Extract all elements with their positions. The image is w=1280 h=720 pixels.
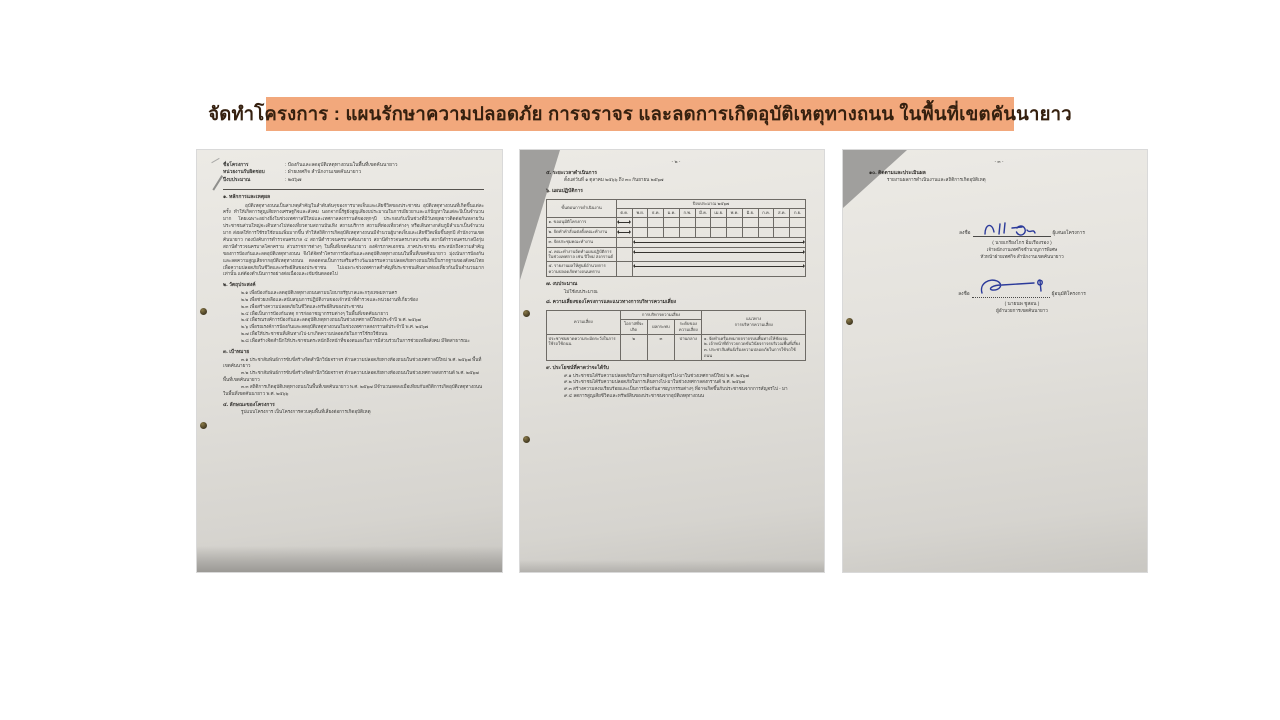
proposer-signature-ink-icon bbox=[979, 220, 1043, 236]
gantt-arrow bbox=[635, 242, 802, 243]
month-header: ธ.ค. bbox=[648, 208, 664, 217]
gantt-arrow bbox=[619, 232, 629, 233]
month-header: ก.ย. bbox=[790, 208, 806, 217]
month-header: ส.ค. bbox=[774, 208, 790, 217]
section2-title: ๒. วัตถุประสงค์ bbox=[223, 282, 256, 289]
project-name-value: : ป้องกันและลดอุบัติเหตุทางถนนในพื้นที่เขตคันนายาว bbox=[285, 163, 398, 168]
goal-item: ๓.๓ สถิติการเกิดอุบัติเหตุทางถนนในพื้นที่เขตคันนายาว พ.ศ. ๒๕๖๗ มีจำนวนลดลงเมื่อเทียบกับสถิติการเกิดอุบัติเหตุทางถนนในพื้นที่เขตคันนายาว พ.ศ. ๒๕๖๖ bbox=[223, 384, 483, 396]
benefit-item: ๙.๓ สร้างความสงบเรียบร้อยและเป็นการป้องกันอาชญากรรมต่างๆ ที่อาจเกิดขึ้นกับประชาชนจากการสัญจรไป - มา bbox=[564, 386, 788, 392]
chance-col-header: โอกาสที่จะเกิด bbox=[620, 319, 647, 334]
goal-item: ๓.๒ ประชาสัมพันธ์การขับขี่สร้างจิตสำนึกวินัยจราจร ด้านความปลอดภัยทางท้องถนนในช่วงเทศกาลสงกรานต์ พ.ศ. ๒๕๖๗ พื้นที่เขตคันนายาว bbox=[223, 370, 479, 383]
gantt-row bbox=[547, 217, 806, 227]
header-divider bbox=[223, 189, 484, 190]
approver-signature-ink-icon bbox=[978, 277, 1048, 297]
gantt-bar-cell bbox=[616, 217, 632, 227]
fiscal-year-value: : ๒๕๖๗ bbox=[285, 177, 302, 183]
binder-hole-icon bbox=[523, 436, 530, 443]
month-header: มิ.ย. bbox=[742, 208, 758, 217]
month-header: ก.ค. bbox=[758, 208, 774, 217]
risk-management-table bbox=[546, 310, 806, 361]
risk-col-header: ความเสี่ยง bbox=[547, 310, 621, 334]
objective-item: ๒.๔ เพื่อเป็นการป้องกันเหตุ การก่ออาชญากรรมต่างๆ ในพื้นที่เขตคันนายาว bbox=[241, 310, 389, 316]
approver-signature-row bbox=[917, 291, 1127, 298]
sign-label: ลงชื่อ bbox=[958, 291, 970, 297]
risk-group-header: การบริหารความเสี่ยง bbox=[620, 310, 702, 319]
risk-data-row bbox=[547, 334, 806, 361]
approver-position-1: ผู้อำนวยการเขตคันนายาว bbox=[996, 307, 1048, 313]
proposer-signature-line bbox=[973, 231, 1051, 237]
objective-item: ๒.๗ เพื่อให้ประชาชนที่เดินทางไป-มาเกิดความปลอดภัยในการใช้รถใช้ถนน bbox=[241, 331, 388, 337]
section4-title: ๔. ลักษณะของโครงการ bbox=[223, 401, 275, 408]
page3-number: - ๓ - bbox=[994, 159, 1004, 164]
section1-title: ๑. หลักการและเหตุผล bbox=[223, 194, 271, 201]
project-name-label: ชื่อโครงการ bbox=[223, 163, 249, 168]
gantt-row-label: ๒. จัดทำคำสั่งแต่งตั้งคณะทำงาน bbox=[547, 227, 617, 237]
page2-content bbox=[520, 150, 824, 400]
benefit-item: ๙.๑ ประชาชนได้รับความปลอดภัยในการเดินทางสัญจรไป-มาในช่วงเทศกาลปีใหม่ พ.ศ. ๒๕๖๗ bbox=[564, 372, 749, 378]
proposer-signature-block bbox=[917, 230, 1127, 261]
gantt-year-header: ปีงบประมาณ ๒๕๖๗ bbox=[616, 199, 805, 208]
month-header: ม.ค. bbox=[664, 208, 680, 217]
month-header: เม.ย. bbox=[711, 208, 727, 217]
section4-body: รูปแบบโครงการ เป็นโครงการควบคุมพื้นที่เสี่ยงต่อการเกิดอุบัติเหตุ bbox=[241, 409, 371, 415]
benefit-item: ๙.๔ ลดการสูญเสียชีวิตและทรัพย์สินของประชาชนจากอุบัติเหตุทางถนน bbox=[564, 393, 705, 399]
section7-title: ๗. งบประมาณ bbox=[546, 281, 578, 288]
fiscal-year-row bbox=[223, 177, 484, 184]
fiscal-year-label: ปีงบประมาณ bbox=[223, 177, 251, 183]
section10-body: รายงานผลการดำเนินงานและสถิติการเกิดอุบัติเหตุ bbox=[887, 177, 986, 183]
objective-item: ๒.๖ เพื่อรณรงค์การป้องกันและลดอุบัติเหตุทางถนนในช่วงเทศกาลสงกรานต์ประจำปี พ.ศ. ๒๕๖๗ bbox=[241, 324, 429, 330]
approver-signature-line bbox=[972, 292, 1050, 298]
gantt-arrow bbox=[635, 252, 802, 253]
gantt-row bbox=[547, 247, 806, 262]
risk-guidelines bbox=[702, 334, 806, 361]
gantt-row bbox=[547, 237, 806, 247]
action-plan-gantt-table bbox=[546, 199, 806, 277]
gantt-row bbox=[547, 227, 806, 237]
objective-item: ๒.๒ เพื่อช่วยเหลือและสนับสนุนการปฏิบัติงานของเจ้าหน้าที่ตำรวจและหน่วยงานที่เกี่ยวข้อง bbox=[241, 296, 418, 302]
section5-title: ๕. ระยะเวลาดำเนินการ bbox=[546, 169, 598, 176]
section5-body: ตั้งแต่วันที่ ๑ ตุลาคม ๒๕๖๖ ถึง ๓๐ กันยายน ๒๕๖๗ bbox=[564, 177, 664, 183]
risk-guideline-item: ๓. ประชาสัมพันธ์เรื่องความปลอดภัยในการใช้รถใช้ถนน bbox=[703, 347, 796, 359]
responsible-unit-value: : ฝ่ายเทศกิจ สำนักงานเขตคันนายาว bbox=[285, 170, 362, 176]
gantt-row-label: ๑. ขออนุมัติโครงการ bbox=[547, 217, 617, 227]
proposer-role: ผู้เสนอโครงการ bbox=[1052, 231, 1085, 237]
section9-title: ๙. ประโยชน์ที่คาดว่าจะได้รับ bbox=[546, 365, 609, 372]
section8-title: ๘. ความเสี่ยงของโครงการและแนวทางการบริหารความเสี่ยง bbox=[546, 299, 677, 306]
approver-signature-block bbox=[917, 291, 1127, 315]
page1-content bbox=[197, 150, 502, 416]
risk-guideline-item: ๒. เจ้าหน้าที่ตำรวจกวดขันวินัยจราจรบริเวณพื้นที่เสี่ยง bbox=[703, 341, 801, 347]
month-header: พ.ย. bbox=[632, 208, 648, 217]
guide-col-header-line2: การบริหารความเสี่ยง bbox=[734, 322, 773, 328]
document-photo-page2 bbox=[520, 150, 824, 572]
section6-title: ๖. แผนปฏิบัติการ bbox=[546, 188, 583, 195]
risk-level-value: ปานกลาง bbox=[675, 334, 702, 361]
section7-body: ไม่ใช้งบประมาณ bbox=[564, 288, 598, 294]
goal-item: ๓.๑ ประชาสัมพันธ์การขับขี่สร้างจิตสำนึกวินัยจราจร ด้านความปลอดภัยทางท้องถนนในช่วงเทศกาลปีใหม่ พ.ศ. ๒๕๖๗ พื้นที่เขตคันนายาว bbox=[223, 356, 482, 369]
project-name-row bbox=[223, 162, 484, 169]
gantt-bar-cell bbox=[616, 227, 632, 237]
gantt-row-label: ๔. คณะทำงานจัดทำแผนปฏิบัติการในช่วงเทศกาล เช่น ปีใหม่ สงกรานต์ bbox=[547, 247, 617, 262]
gantt-stage-header: ขั้นตอนการดำเนินงาน bbox=[547, 199, 617, 217]
gantt-row-label: ๓. จัดประชุมคณะทำงาน bbox=[547, 237, 617, 247]
binder-hole-icon bbox=[846, 318, 853, 325]
section1-paragraph: อุบัติเหตุทางถนนเป็นสาเหตุสำคัญในลำดับต้นๆของการบาดเจ็บและเสียชีวิตของประชาชน อุบัติเหตุทางถนนที่เกิดขึ้นแต่ละครั้ง ทำให้เกิดการสูญเสียทางเศรษฐกิจและสังคม นอกจากนี้รัฐยังสูญเสียงบประมาณในการเยียวยาและแก้ปัญหาในแต่ละปีเป็นจำนวนมาก โดยเฉพาะอย่างยิ่งในช่วงเทศกาลปีใหม่และเทศกาลสงกรานต์ของทุกๆปี ประกอบกับเป็นช่วงที่มีวันหยุดยาวติดต่อกันหลายวัน ประชาชนส่วนใหญ่จะเดินทางไปท่องเที่ยวตามสถานบันเทิง สถานบริการ สถานที่ท่องเที่ยวต่างๆ หรือเดินทางกลับภูมิลำเนาเป็นจำนวนมาก ส่งผลให้การใช้รถใช้ถนนเพิ่มมากขึ้น ทำให้สถิติการเกิดอุบัติเหตุทางถนนมีจำนวนผู้บาดเจ็บและเสียชีวิตเพิ่มขึ้นทุกปี สำนักงานเขตคันนายาว กองบังคับการตำรวจนครบาล ๔ สถานีตำรวจนครบาลคันนายาว สถานีตำรวจนครบาลบางชัน สถานีตำรวจนครบาลบึงกุ่ม สถานีตำรวจนครบาลโคกคราม ส่วนราชการต่างๆ ในพื้นที่เขตคันนายาว องค์กรภาคเอกชน ภาคประชาชน ตระหนักถึงความสำคัญของการป้องกันและลดอุบัติเหตุทางถนน จึงได้จัดทำโครงการป้องกันและลดอุบัติเหตุทางถนนในพื้นที่เขตคันนายาว มุ่งเน้นการป้องกันและลดความสูญเสียจากอุบัติเหตุทางถนน ตลอดจนเป็นการเสริมสร้างวัฒนธรรมความปลอดภัยทางถนนให้เป็นรากฐานของสังคมไทย เพื่อความปลอดภัยในชีวิตและทรัพย์สินของประชาชน ไม่เฉพาะช่วงเทศกาลสำคัญที่ประชาชนเดินทางท่องเที่ยวกันเป็นจำนวนมากเท่านั้น แต่ต้องดำเนินการอย่างต่อเนื่องและเข้มข้นตลอดไป bbox=[223, 202, 484, 277]
slide-title-banner bbox=[208, 97, 1072, 131]
binder-hole-icon bbox=[200, 422, 207, 429]
objective-item: ๒.๑ เพื่อป้องกันและลดอุบัติเหตุทางถนนตามนโยบายรัฐบาลและกรุงเทพมหานคร bbox=[241, 289, 397, 295]
gantt-bar-cell bbox=[632, 262, 805, 277]
risk-guideline-item: ๑. จัดทำเครื่องหมายจราจรบนพื้นทางให้ชัดเจน bbox=[703, 335, 788, 341]
gantt-bar-cell bbox=[632, 237, 805, 247]
month-header: มี.ค. bbox=[695, 208, 711, 217]
month-header: พ.ค. bbox=[727, 208, 743, 217]
proposer-signature-row bbox=[917, 230, 1127, 237]
objective-item: ๒.๘ เพื่อสร้างจิตสำนึกให้ประชาชนตระหนักถึงหน้าที่ของตนเองในการมีส่วนร่วมในการช่วยเหลือสังคม มีจิตสาธารณะ bbox=[241, 338, 470, 344]
objective-item: ๒.๓ เพื่อสร้างความปลอดภัยในชีวิตและทรัพย์สินของประชาชน bbox=[241, 303, 364, 309]
gantt-arrow bbox=[619, 222, 629, 223]
gantt-bar-cell bbox=[632, 247, 805, 262]
approver-name: ( นายนพ ชูสอน ) bbox=[1004, 301, 1040, 307]
document-photo-page3 bbox=[843, 150, 1147, 572]
page3-content bbox=[843, 150, 1147, 315]
month-header: ต.ค. bbox=[616, 208, 632, 217]
gantt-row-label: ๕. รายงานผลให้ศูนย์อำนวยการความปลอดภัยทางถนนทราบ bbox=[547, 262, 617, 277]
guide-col-header bbox=[702, 310, 806, 334]
risk-description: ประชาชนขาดความระมัดระวังในการใช้รถใช้ถนน bbox=[547, 334, 621, 361]
benefit-item: ๙.๒ ประชาชนได้รับความปลอดภัยในการเดินทางไป-มาในช่วงเทศกาลสงกรานต์ พ.ศ. ๒๕๖๗ bbox=[564, 379, 745, 385]
section3-title: ๓. เป้าหมาย bbox=[223, 349, 250, 355]
proposer-name: ( นายเกรียงไกร อิ่มเรืองรอง ) bbox=[992, 240, 1052, 246]
proposer-position-1: เจ้าพนักงานเทศกิจชำนาญการพิเศษ bbox=[986, 247, 1058, 253]
page2-number: - ๒ - bbox=[671, 159, 681, 164]
sign-label: ลงชื่อ bbox=[959, 231, 971, 237]
month-header: ก.พ. bbox=[679, 208, 695, 217]
gantt-row bbox=[547, 262, 806, 277]
risk-impact-value: ๓ bbox=[647, 334, 674, 361]
responsible-unit-row bbox=[223, 169, 484, 176]
document-photo-page1 bbox=[197, 150, 502, 572]
gantt-arrow bbox=[635, 266, 802, 267]
responsible-unit-label: หน่วยงานรับผิดชอบ bbox=[223, 170, 265, 176]
slide-title: จัดทำโครงการ : แผนรักษาความปลอดภัย การจราจร และลดการเกิดอุบัติเหตุทางถนน ในพื้นที่เขตคันนายาว bbox=[208, 102, 1072, 124]
objective-item: ๒.๕ เพื่อรณรงค์การป้องกันและลดอุบัติเหตุทางถนนในช่วงเทศกาลปีใหม่ประจำปี พ.ศ. ๒๕๖๗ bbox=[241, 317, 421, 323]
risk-chance-value: ๒ bbox=[620, 334, 647, 361]
section10-title: ๑๐. ติดตามและประเมินผล bbox=[869, 169, 926, 176]
impact-col-header: ผลกระทบ bbox=[647, 319, 674, 334]
level-col-header: ระดับของความเสี่ยง bbox=[675, 319, 702, 334]
proposer-position-2: หัวหน้าฝ่ายเทศกิจ สำนักงานเขตคันนายาว bbox=[980, 254, 1064, 260]
guide-col-header-line1: แนวทาง bbox=[746, 316, 762, 322]
approver-role: ผู้อนุมัติโครงการ bbox=[1051, 291, 1086, 297]
